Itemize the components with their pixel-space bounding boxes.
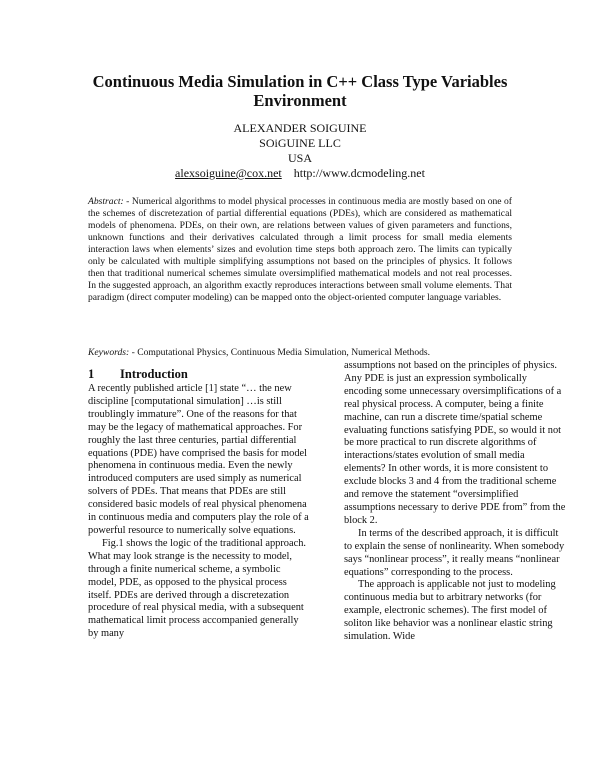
intro-paragraph-1: A recently published article [1] state “… the new discipline [computational simulation] …is still troublingly immature”. One of the reasons for that may be the legacy of mathematical approaches. For roughly the last three centuries, partial differential equations (PDE) have comprised the basis for model phenomena in continuous media. Even the newly introduced computers are used simply as numerical solvers of PDEs. That means that PDEs are still considered basic models of real physical phenomena in continuous media and computers play the role of a powerful resource to numerically solve equations. (88, 383, 309, 536)
section-number: 1 (88, 367, 95, 381)
email-link[interactable]: alexsoiguine@cox.net (175, 166, 282, 180)
abstract-text: - Numerical algorithms to model physical processes in continuous media are mostly based on one of the schemes of discretezation of partial differential equations (PDEs), which are considered as mathematical models of phenomena. PDEs, on their own, are relations between values of given parameters and functions, unknown functions and their derivatives calculated through a limit process for small media elements interaction laws when elements’ sizes and evolution time steps both approach zero. The limits can typically only be calculated with multiple simplifying assumptions not based on the principles of physics. It follows then that traditional numerical schemes simulate oversimplified mathematical models and not real processes. In the suggested approach, an algorithm exactly reproduces interactions between small volume elements. That paradigm (direct computer modeling) can be mapped onto the object-oriented computer language variables. (88, 196, 512, 304)
keywords (88, 347, 512, 359)
right-column (344, 360, 566, 644)
section-title: Introduction (120, 367, 188, 381)
keywords-text: - Computational Physics, Continuous Media Simulation, Numerical Methods. (129, 347, 431, 358)
abstract (88, 196, 512, 304)
intro-paragraph-4: In terms of the described approach, it is difficult to explain the sense of nonlinearity. When somebody says “nonlinear process”, it really means “nonlinear equations” corresponding to the process. (344, 527, 565, 578)
author-name: ALEXANDER SOIGUINE (233, 121, 367, 135)
paper-title: Continuous Media Simulation in C++ Class Type Variables Environment (92, 72, 508, 110)
author-block (100, 121, 500, 181)
author-country: USA (287, 151, 312, 165)
contact-line (100, 166, 500, 181)
keywords-label: Keywords: (88, 347, 130, 358)
intro-paragraph-5: The approach is applicable not just to modeling continuous media but to arbitrary networks (for example, electronic schemes). The first model of soliton like behavior was a nonlinear elastic string simulation. Wide (344, 579, 556, 643)
website-text: http://www.dcmodeling.net (293, 166, 425, 180)
intro-paragraph-2: Fig.1 shows the logic of the traditional approach. What may look strange is the necessity to model, through a finite numerical scheme, a symbolic model, PDE, as opposed to the physical process itself. PDEs are derived through a discretezation procedure of real physical media, with a subsequent mathematical limit process accompanied generally by many (88, 537, 307, 640)
author-affiliation: SOiGUINE LLC (259, 136, 341, 150)
abstract-label: Abstract: (88, 196, 124, 207)
section-heading (88, 367, 310, 382)
left-column (88, 367, 310, 641)
intro-paragraph-3: assumptions not based on the principles of physics. Any PDE is just an expression symbolically encoding some unnecessary oversimplifications of a real physical process. A computer, being a finite machine, can run a discrete time/spatial scheme evaluating functions satisfying PDE, so would it not be more practical to run discrete algorithms of interactions/states evolution of small media elements? In other words, it is more consistent to exclude blocks 3 and 4 from the traditional scheme and remove the statement “oversimplified assumptions necessary to derive PDE from” from the block 2. (344, 360, 566, 526)
